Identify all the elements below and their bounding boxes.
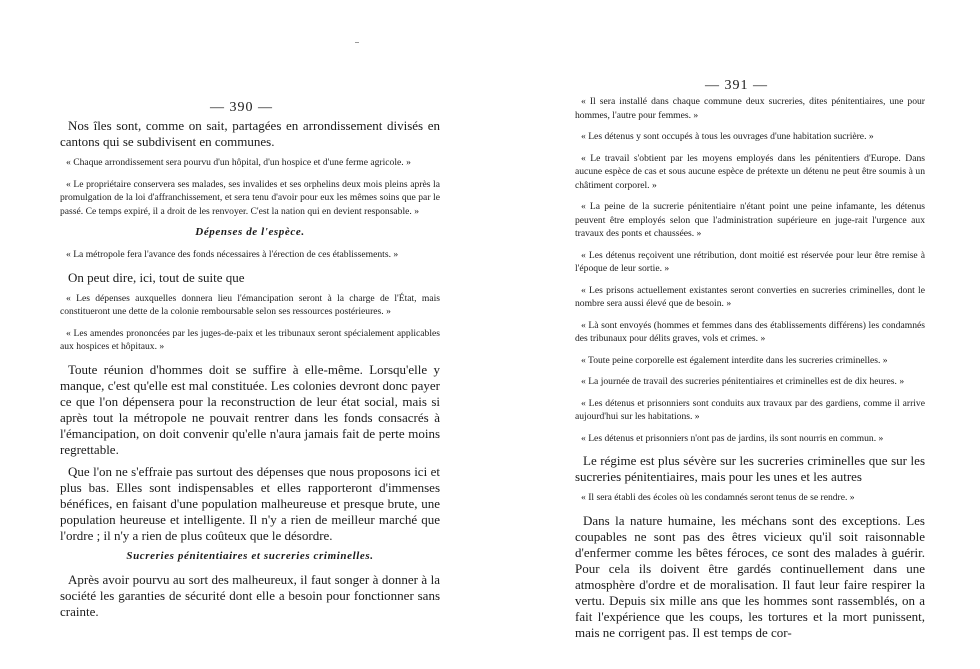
section-heading: Sucreries pénitentiaires et sucreries criminelles. (126, 549, 374, 562)
quoted-article: « La métropole fera l'avance des fonds nécessaires à l'érection de ces établissements. » (66, 249, 399, 260)
quoted-article: « Il sera établi des écoles où les condamnés seront tenus de se rendre. » (581, 492, 855, 503)
quoted-article: « Les détenus y sont occupés à tous les ouvrages d'une habitation sucrière. » (581, 131, 874, 142)
quoted-article: « Chaque arrondissement sera pourvu d'un hôpital, d'un hospice et d'une ferme agricole. » (66, 157, 411, 168)
quoted-article: « Les prisons actuellement existantes seront converties en sucreries criminelles, dont le nombre sera aussi élevé que de besoin. » (575, 284, 925, 309)
quoted-article: « Toute peine corporelle est également interdite dans les sucreries criminelles. » (581, 354, 888, 366)
quoted-article: « Les détenus et prisonniers sont conduits aux travaux par des gardiens, comme il arrive aujourd'hui sur les habitations. » (575, 397, 925, 422)
quoted-article: « Il sera installé dans chaque commune deux sucreries, dites pénitentiaires, une pour hommes, l'autre pour femmes. » (575, 96, 925, 121)
left-page-text (60, 118, 440, 626)
body-paragraph: On peut dire, ici, tout de suite que (68, 269, 245, 285)
body-paragraph: Après avoir pourvu au sort des malheureux, il faut songer à donner à la société les garanties de sécurité dont elle a besoin pour fonctionner sans crainte. (60, 571, 440, 619)
quoted-article: « Les détenus et prisonniers n'ont pas de jardins, ils sont nourris en commun. » (581, 432, 884, 444)
quoted-article: « Là sont envoyés (hommes et femmes dans des établissements différens) les condamnés des tribunaux pour délits graves, vols et crimes. » (575, 319, 925, 344)
quoted-article: « Le travail s'obtient par les moyens employés dans les pénitentiers d'Europe. Dans aucune espèce de cas et sous aucune espèce de prétexte un détenu ne peut être soumis à un châtiment corporel. » (575, 152, 925, 191)
body-paragraph: Nos îles sont, comme on sait, partagées en arrondissement divisés en cantons qui se subdivisent en communes. (60, 118, 440, 149)
left-page (60, 0, 440, 669)
quoted-article: « Les amendes prononcées par les juges-de-paix et les tribunaux seront spécialement applicables aux hospices et hôpitaux. » (60, 327, 440, 352)
page-number-left: — 390 — (210, 100, 273, 115)
right-page-text (575, 95, 925, 647)
body-paragraph: Que l'on ne s'effraie pas surtout des dépenses que nous proposons ici et plus bas. Elles sont indispensables et elles rapporteront d'immenses bénéfices, en faisant d'une population malheureuse et presque brute, une population heureuse et intelligente. Il n'y a rien de meilleur marché que l'ordre ; il n'y a rien de plus coûteux que le désordre. (60, 463, 440, 543)
body-paragraph: Le régime est plus sévère sur les sucreries criminelles que sur les sucreries pénitentiaires, mais pour les unes et les autres (575, 453, 925, 484)
page-number-right: — 391 — (705, 78, 768, 93)
section-heading: Dépenses de l'espèce. (195, 226, 305, 238)
quoted-article: « La journée de travail des sucreries pénitentiaires et criminelles est de dix heures. » (581, 376, 905, 387)
right-page (575, 0, 925, 669)
quoted-article: « Le propriétaire conservera ses malades, ses invalides et ses orphelins deux mois pleins après la promulgation de la loi d'affranchissement, et sera tenu d'avoir pour eux les mêmes soins que par le passé. Ce temps expiré, il a droit de les renvoyer. C'est la nation qui en devient responsable. » (60, 178, 440, 217)
quoted-article: « Les détenus reçoivent une rétribution, dont moitié est réservée pour leur être remise à l'époque de leur sortie. » (575, 249, 925, 274)
quoted-article: « La peine de la sucrerie pénitentiaire n'étant point une peine infamante, les détenus peuvent être employés selon que l'administration supérieure en juge-rait l'urgence aux travaux des ponts et chaussées. » (575, 201, 925, 239)
body-paragraph: Dans la nature humaine, les méchans sont des exceptions. Les coupables ne sont pas des êtres vicieux qu'il soit raisonnable d'enfermer comme les bêtes féroces, ce sont des malades à guérir. Pour cela ils doivent être gardés continuellement dans une atmosphère d'ordre et de moralisation. Il faut leur faire respirer la vertu. Depuis six mille ans que les hommes sont rassemblés, on a fait l'expérience que les coups, les tortures et la mort punissent, mais ne corrigent pas. Il est temps de cor- (575, 512, 925, 640)
body-paragraph: Toute réunion d'hommes doit se suffire à elle-même. Lorsqu'elle y manque, c'est qu'elle est mal constituée. Les colonies devront donc payer ce que l'on dépensera pour la reconstruction de leur état social, mais si après tout la métropole ne pouvait rentrer dans les fonds consacrés à l'émancipation, on doit convenir qu'elle n'aura jamais fait de perte moins regrettable. (60, 361, 440, 457)
quoted-article: « Les dépenses auxquelles donnera lieu l'émancipation seront à la charge de l'État, mais constitueront une dette de la colonie remboursable selon ses ressources postérieures. » (60, 292, 440, 317)
